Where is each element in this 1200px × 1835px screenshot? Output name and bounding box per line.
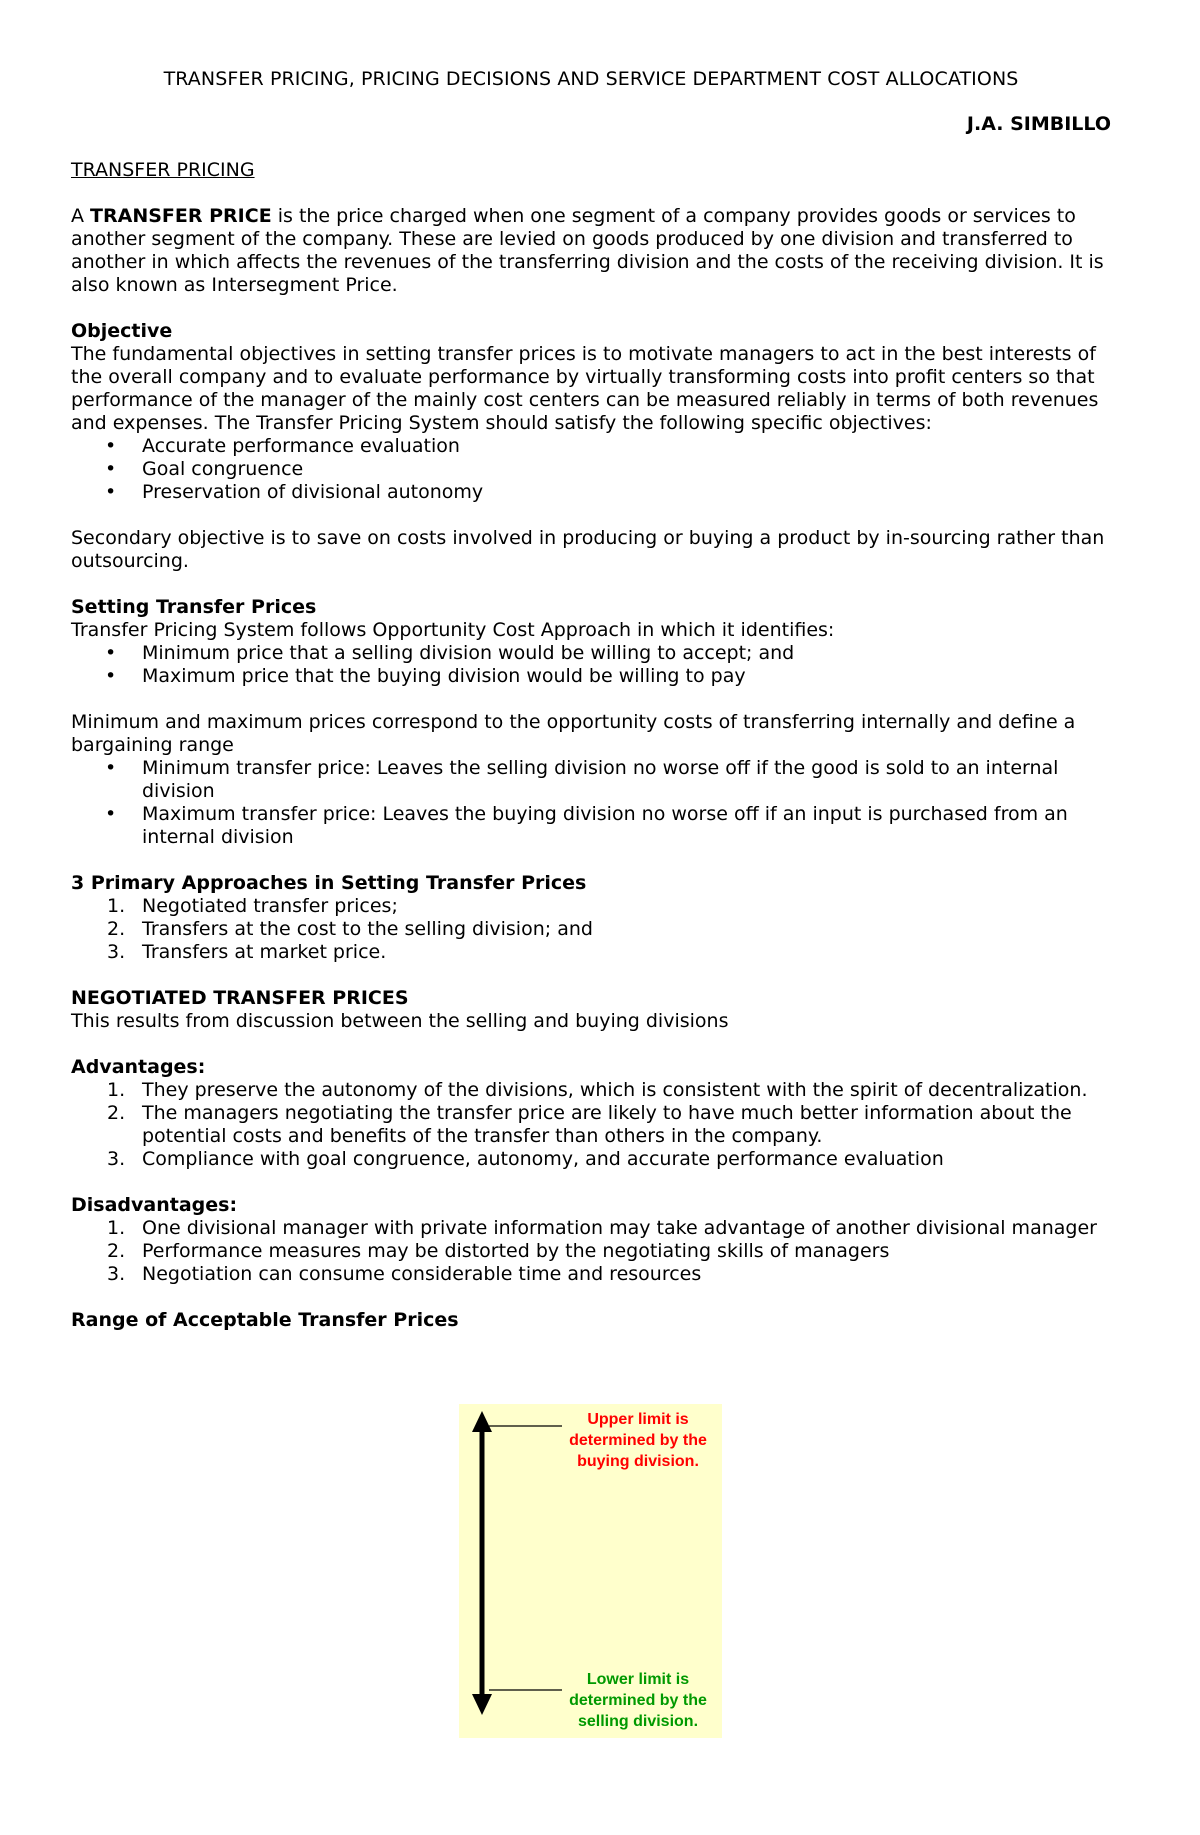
list-item — [71, 1102, 1111, 1148]
down-arrow-head-icon — [472, 1694, 492, 1715]
lower-limit-label: Lower limit is determined by the selling division. — [569, 1671, 707, 1730]
list-item — [71, 1148, 1111, 1171]
secondary-objective: Secondary objective is to save on costs involved in producing or buying a product by in-sourcing rather than outsourcing. — [71, 527, 1105, 572]
approaches-heading: 3 Primary Approaches in Setting Transfer Prices — [71, 872, 587, 894]
transfer-price-range-figure — [459, 1404, 722, 1738]
list-item-text: Goal congruence — [142, 458, 304, 480]
range-heading: Range of Acceptable Transfer Prices — [71, 1309, 459, 1331]
intro-lead: A — [71, 205, 91, 227]
negotiated-heading: NEGOTIATED TRANSFER PRICES — [71, 987, 409, 1009]
bullet-icon: • — [105, 642, 117, 664]
advantages-list — [71, 1079, 1111, 1171]
list-item-text: Minimum price that a selling division would be willing to accept; and — [142, 642, 795, 664]
list-number: 1. — [107, 895, 126, 917]
list-item — [71, 642, 1111, 665]
list-number: 2. — [107, 1240, 126, 1262]
list-item-text: Performance measures may be distorted by the negotiating skills of managers — [142, 1240, 890, 1262]
list-item — [71, 458, 1111, 481]
bullet-icon: • — [105, 458, 117, 480]
range-bullet-list — [71, 757, 1111, 849]
list-item — [71, 803, 1111, 849]
list-item-text: Compliance with goal congruence, autonomy, and accurate performance evaluation — [142, 1148, 944, 1170]
document-author: J.A. SIMBILLO — [966, 113, 1111, 135]
list-number: 2. — [107, 918, 126, 940]
document-page — [71, 68, 1111, 1332]
setting-heading: Setting Transfer Prices — [71, 596, 317, 618]
up-arrow-head-icon — [472, 1411, 492, 1432]
list-item — [71, 1217, 1111, 1240]
document-title: TRANSFER PRICING, PRICING DECISIONS AND SERVICE DEPARTMENT COST ALLOCATIONS — [163, 68, 1019, 90]
list-item — [71, 1263, 1111, 1286]
list-item-text: Negotiated transfer prices; — [142, 895, 398, 917]
list-item-text: One divisional manager with private information may take advantage of another divisional manager — [142, 1217, 1097, 1239]
bullet-icon: • — [105, 757, 117, 779]
list-item — [71, 941, 1111, 964]
list-item — [71, 1240, 1111, 1263]
section-title: TRANSFER PRICING — [71, 159, 255, 181]
list-item-text: They preserve the autonomy of the divisions, which is consistent with the spirit of decentralization. — [142, 1079, 1088, 1101]
list-number: 3. — [107, 941, 126, 963]
advantages-heading: Advantages: — [71, 1056, 206, 1078]
objective-heading: Objective — [71, 320, 173, 342]
intro-term: TRANSFER PRICE — [90, 205, 272, 227]
bullet-icon: • — [105, 481, 117, 503]
list-item — [71, 1079, 1111, 1102]
intro-rest: is the price charged when one segment of a company provides goods or services to another segment of the company. These are levied on goods produced by one division and transferred to another in which affects the revenues of the transferring division and the costs of the receiving division. It is also known as Intersegment Price. — [71, 205, 1104, 296]
objective-bullet-list — [71, 435, 1111, 504]
negotiated-text: This results from discussion between the selling and buying divisions — [71, 1010, 729, 1032]
list-number: 3. — [107, 1263, 126, 1285]
list-item — [71, 481, 1111, 504]
list-item — [71, 757, 1111, 803]
list-number: 3. — [107, 1148, 126, 1170]
list-item — [71, 665, 1111, 688]
list-item-text: Preservation of divisional autonomy — [142, 481, 484, 503]
list-item — [71, 435, 1111, 458]
list-number: 1. — [107, 1079, 126, 1101]
list-item-text: Maximum price that the buying division would be willing to pay — [142, 665, 746, 687]
disadvantages-heading: Disadvantages: — [71, 1194, 238, 1216]
range-text: Minimum and maximum prices correspond to the opportunity costs of transferring internally and define a bargaining range — [71, 711, 1076, 756]
list-item-text: The managers negotiating the transfer price are likely to have much better information about the potential costs and benefits of the transfer than others in the company. — [142, 1102, 1072, 1147]
intro-paragraph — [71, 205, 1111, 297]
bullet-icon: • — [105, 665, 117, 687]
approaches-list — [71, 895, 1111, 964]
list-number: 1. — [107, 1217, 126, 1239]
list-item-text: Negotiation can consume considerable time and resources — [142, 1263, 702, 1285]
list-item-text: Maximum transfer price: Leaves the buying division no worse off if an input is purchased from an internal division — [142, 803, 1068, 848]
list-item-text: Minimum transfer price: Leaves the selling division no worse off if the good is sold to an internal division — [142, 757, 1059, 802]
upper-limit-label: Upper limit is determined by the buying division. — [569, 1411, 707, 1470]
bullet-icon: • — [105, 803, 117, 825]
list-number: 2. — [107, 1102, 126, 1124]
list-item — [71, 895, 1111, 918]
bullet-icon: • — [105, 435, 117, 457]
disadvantages-list — [71, 1217, 1111, 1286]
list-item-text: Transfers at the cost to the selling division; and — [142, 918, 593, 940]
list-item-text: Accurate performance evaluation — [142, 435, 460, 457]
objective-text: The fundamental objectives in setting transfer prices is to motivate managers to act in the best interests of the overall company and to evaluate performance by virtually transforming costs into profit centers so that performance of the manager of the mainly cost centers can be measured reliably in terms of both revenues and expenses. The Transfer Pricing System should satisfy the following specific objectives: — [71, 343, 1099, 434]
list-item-text: Transfers at market price. — [142, 941, 387, 963]
list-item — [71, 918, 1111, 941]
setting-bullet-list — [71, 642, 1111, 688]
setting-text: Transfer Pricing System follows Opportunity Cost Approach in which it identifies: — [71, 619, 835, 641]
